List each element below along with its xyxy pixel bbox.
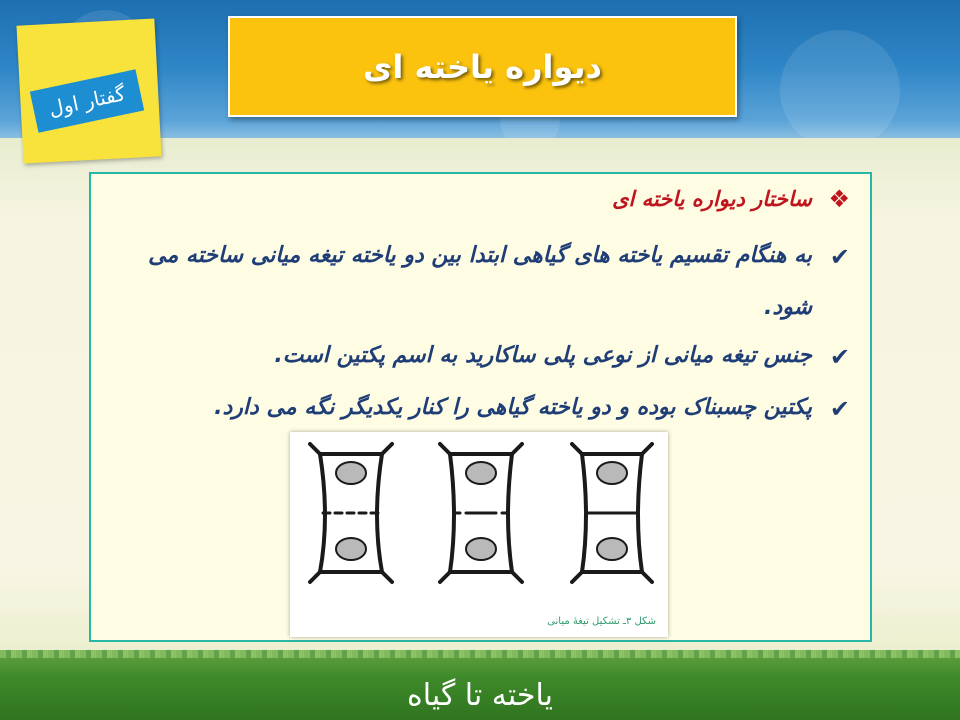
content-heading: ساختار دیواره یاخته ای [612,187,812,211]
bullet-text: پکتین چسبناک بوده و دو یاخته گیاهی را کنار یکدیگر نگه می دارد. [214,395,812,420]
bullet-item [110,230,850,334]
bullet-item [110,382,850,434]
bullet-text: به هنگام تقسیم یاخته های گیاهی ابتدا بین دو یاخته تیغه میانی ساخته می شود. [148,243,812,320]
heading-row [110,184,850,218]
chapter-label-text: گفتار اول [46,81,128,121]
title-banner [228,16,737,117]
footer-title: یاخته تا گیاه [407,678,553,713]
cell-division-diagram [290,432,668,637]
checkmark-icon: ✔ [829,243,850,271]
checkmark-icon: ✔ [829,395,850,423]
checkmark-icon: ✔ [829,343,850,371]
diamond-bullet-icon: ❖ [828,185,850,213]
slide-title: دیواره یاخته ای [363,47,602,86]
figure-caption: شکل ۳ـ تشکیل تیغهٔ میانی [547,616,656,627]
bullet-item [110,330,850,382]
cell-plate-figure [290,432,668,637]
bullet-text: جنس تیغه میانی از نوعی پلی ساکارید به اسم پکتین است. [274,343,812,368]
